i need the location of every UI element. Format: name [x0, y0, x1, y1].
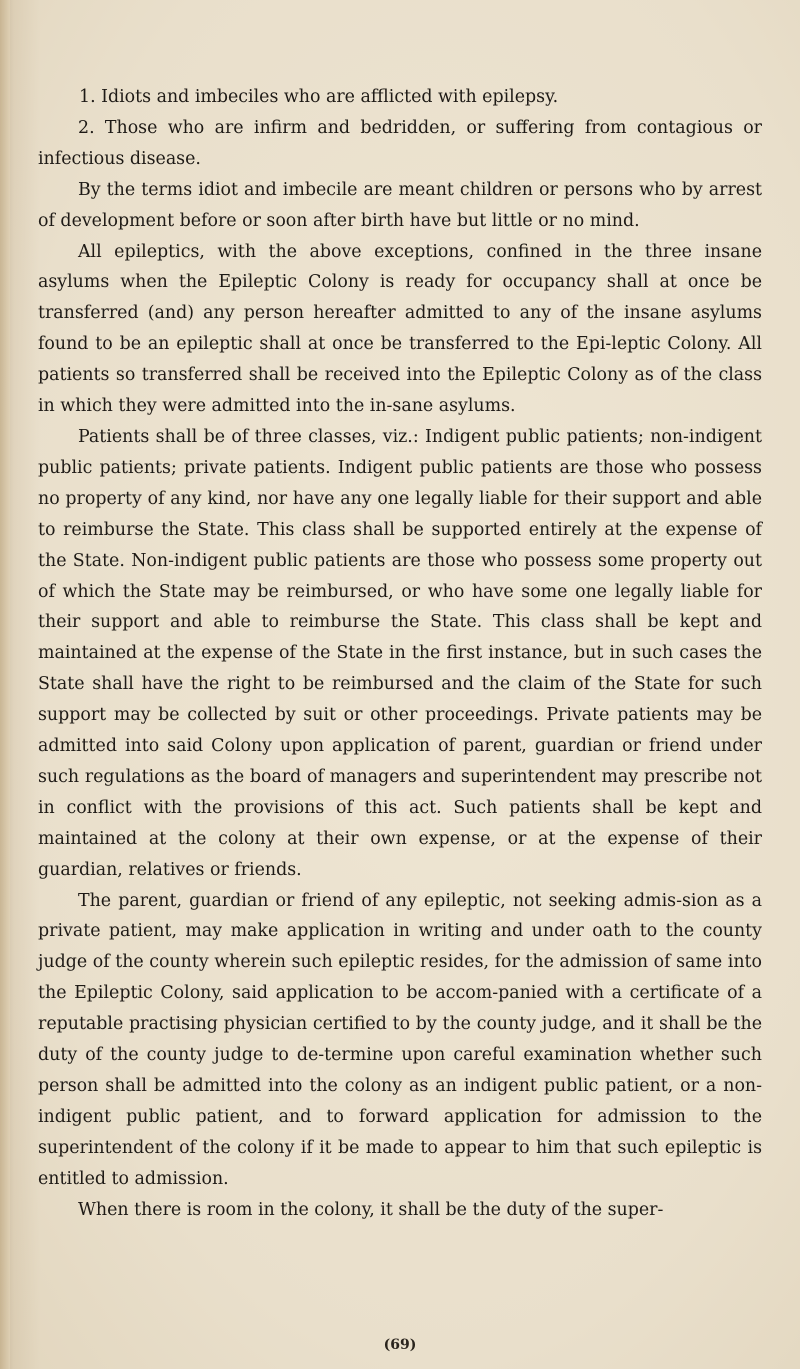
- paragraph-application: The parent, guardian or friend of any epileptic, not seeking admis-sion as a private patient, may make application in writing and under oath to the county judge of the county wherein such epileptic resides, for the admission of same into the Epileptic Colony, said application to be accom-panied with a certificate of a reputable practising physician certified to by the county judge, and it shall be the duty of the county judge to de-termine upon careful examination whether such person shall be admitted into the colony as an indigent public patient, or a non-indigent public patient, and to forward application for admission to the superintendent of the colony if it be made to appear to him that such epileptic is entitled to admission.: [38, 890, 762, 1189]
- paragraph-classes: Patients shall be of three classes, viz.: Indigent public patients; non-indigent public patients; private patients. Indigent public patients are those who possess no property of any kind, nor have any one legally liable for their support and able to reimburse the State. This class shall be supported entirely at the expense of the State. Non-indigent public patients are those who possess some property out of which the State may be reimbursed, or who have some one legally liable for their support and able to reimburse the State. This class shall be kept and maintained at the expense of the State in the first instance, but in such cases the State shall have the right to be reimbursed and the claim of the State for such support may be collected by suit or other proceedings. Private patients may be admitted into said Colony upon application of parent, guardian or friend under such regulations as the board of managers and superintendent may prescribe not in conflict with the provisions of this act. Such patients shall be kept and maintained at the colony at their own expense, or at the expense of their guardian, relatives or friends.: [38, 426, 762, 880]
- paragraph-room: When there is room in the colony, it shall be the duty of the super-: [78, 1199, 664, 1220]
- page-gutter-shadow: [0, 0, 10, 1369]
- list-item-2: 2. Those who are infirm and bedridden, or suffering from contagious or infectious disease.: [38, 117, 762, 169]
- paragraph-transfer: All epileptics, with the above exceptions, confined in the three insane asylums when the Epileptic Colony is ready for occupancy shall at once be transferred (and) any person hereafter admitted to any of the insane asylums found to be an epileptic shall at once be transferred to the Epi-leptic Colony. All patients so transferred shall be received into the Epileptic Colony as of the class in which they were admitted into the in-sane asylums.: [38, 241, 762, 417]
- body-text: [38, 82, 762, 1226]
- list-item-1: 1. Idiots and imbeciles who are afflicted with epilepsy.: [79, 87, 559, 107]
- page-number: (69): [383, 1337, 417, 1353]
- paragraph-definition: By the terms idiot and imbecile are meant children or persons who by arrest of development before or soon after birth have but little or no mind.: [38, 179, 762, 231]
